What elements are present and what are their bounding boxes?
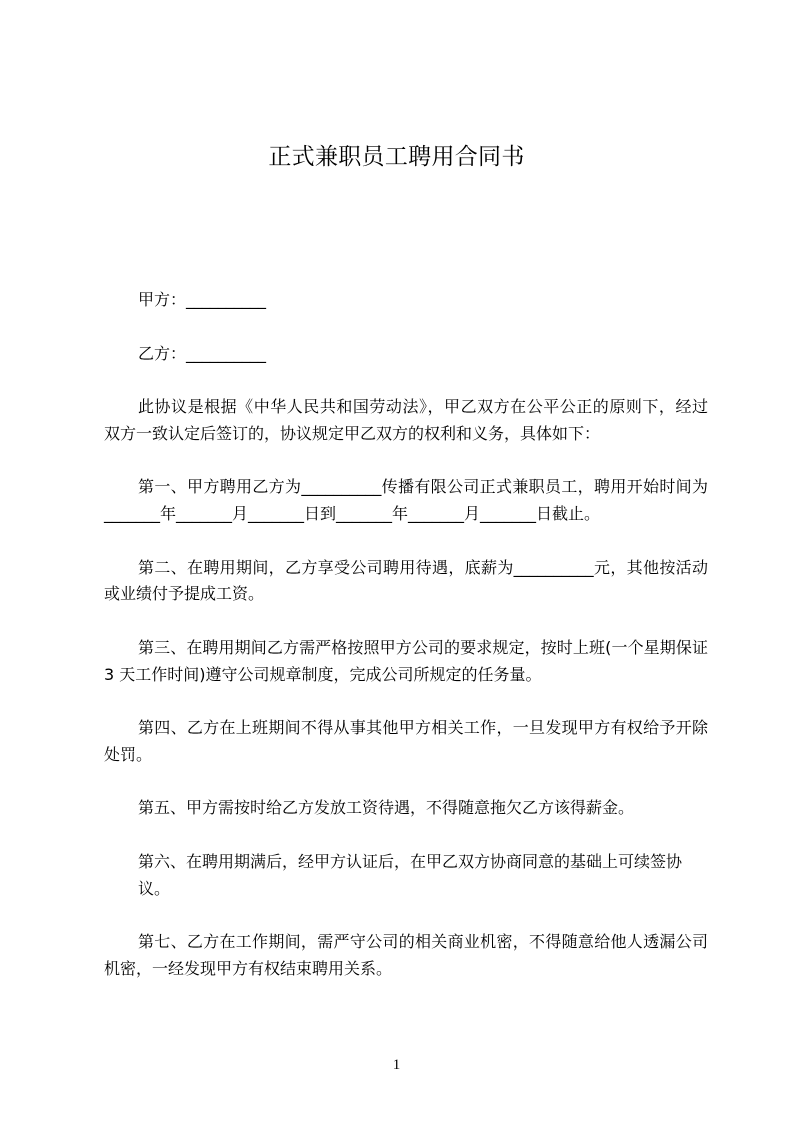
clause-3-paragraph xyxy=(104,635,708,689)
clause-6-line-1: 第六、在聘用期满后，经甲方认证后，在甲乙双方协商同意的基础上可续签协议。 xyxy=(138,851,683,898)
party-a xyxy=(104,287,708,314)
contract-body xyxy=(104,287,708,1009)
page-number: 1 xyxy=(392,1057,401,1073)
clause-6-paragraph xyxy=(104,849,708,903)
clause-1-line-2: _______年_______月_______日到_______年_______月_______日截止。 xyxy=(104,504,601,523)
party-b-line: 乙方：__________ xyxy=(138,343,267,363)
preamble-line-1: 此协议是根据《中华人民共和国劳动法》，甲乙双方在公平公正的原则下，经过 xyxy=(138,397,708,416)
clause-4-line-1: 第四、乙方在上班期间不得从事其他甲方相关工作，一旦发现甲方有权给予开除 xyxy=(138,718,708,737)
clause-7-line-2: 机密，一经发现甲方有权结束聘用关系。 xyxy=(104,958,393,978)
party-b xyxy=(104,341,708,368)
party-a-line: 甲方：__________ xyxy=(138,290,267,309)
clause-4-paragraph xyxy=(104,715,708,769)
preamble-line-2: 双方一致认定后签订的，协议规定甲乙双方的权利和义务，具体如下： xyxy=(104,423,601,443)
preamble-paragraph xyxy=(104,394,708,448)
clause-1-paragraph xyxy=(104,474,708,528)
clause-4-line-2: 处罚。 xyxy=(104,744,153,764)
clause-5-line-1: 第五、甲方需按时给乙方发放工资待遇，不得随意拖欠乙方该得薪金。 xyxy=(138,798,635,818)
page-title: 正式兼职员工聘用合同书 xyxy=(268,144,525,170)
clause-2-line-2: 或业绩付予提成工资。 xyxy=(104,584,265,604)
clause-7-paragraph xyxy=(104,929,708,983)
clause-3-line-1: 第三、在聘用期间乙方需严格按照甲方公司的要求规定，按时上班(一个星期保证 xyxy=(138,637,708,657)
clause-1-line-1: 第一、甲方聘用乙方为__________传播有限公司正式兼职员工，聘用开始时间为 xyxy=(138,477,708,497)
clause-7-line-1: 第七、乙方在工作期间，需严守公司的相关商业机密，不得随意给他人透漏公司 xyxy=(138,932,708,951)
clause-2-paragraph xyxy=(104,555,708,609)
clause-2-line-1: 第二、在聘用期间，乙方享受公司聘用待遇，底薪为__________元，其他按活动 xyxy=(138,557,708,577)
clause-3-line-2: 3 天工作时间)遵守公司规章制度，完成公司所规定的任务量。 xyxy=(104,664,542,684)
clause-5-paragraph xyxy=(104,795,708,822)
